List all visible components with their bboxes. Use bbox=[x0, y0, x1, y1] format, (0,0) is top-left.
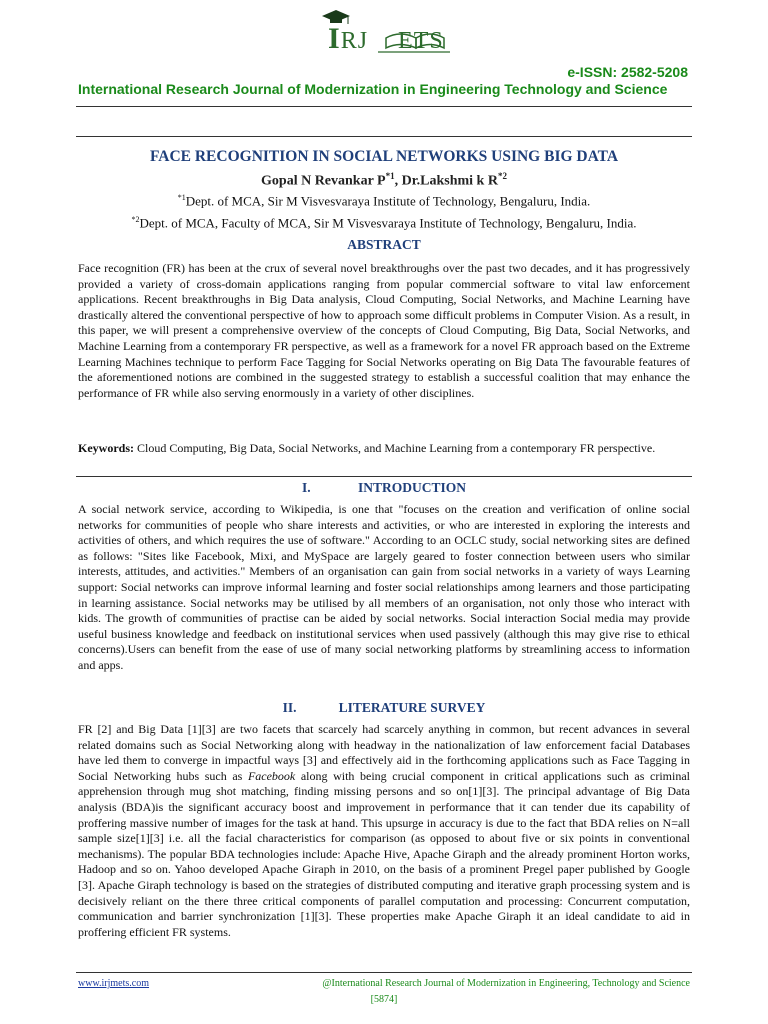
header-divider bbox=[76, 106, 692, 107]
journal-name: International Research Journal of Modernization in Engineering Technology and Science bbox=[78, 81, 668, 97]
abstract-body: Face recognition (FR) has been at the crux of several novel breakthroughs over the past two decades, and it has progressively provided a variety of cross-domain applications ranging from popular commercial software to vital law enforcement applications. Recent breakthroughs in Big Data analysis, Cloud Computing, Social Networks, and Machine Learning have drastically altered the conventional perspective of how to approach some difficult problems in Computer Vision. As a result, in this paper, we will present a comprehensive overview of the concepts of Cloud Computing, Big Data, Social Networks, and Machine Learning from a contemporary FR perspective, as well as a framework for a novel FR approach based on the Extreme Learning Machines technique to perform Face Tagging for Social Networks operating on Big Data The favourable features of the aforementioned notions are combined in the suggested strategy to establish a successful coalition that may enhance the performance of FR while also serving enormously in a variety of other disciplines. bbox=[78, 261, 690, 400]
affiliation-2: $^{*2}$Dept. of MCA, Faculty of MCA, Sir M Visvesvaraya Institute of Technology, Bengaluru, India. bbox=[131, 215, 637, 231]
keywords: Keywords: Cloud Computing, Big Data, Social Networks, and Machine Learning from a contemporary FR perspective. bbox=[78, 441, 656, 455]
page-number: [5874] bbox=[370, 994, 398, 1005]
journal-website-link[interactable]: www.irjmets.com bbox=[78, 978, 150, 989]
journal-logo bbox=[318, 8, 458, 56]
literature-heading: II. LITERATURE SURVEY bbox=[282, 700, 486, 715]
footer-divider bbox=[76, 972, 692, 973]
paper-authors: Gopal N Revankar $P^{*1}$, Dr.Lakshmi k $R^{*2}$ bbox=[261, 171, 507, 189]
issn-label: e-ISSN: 2582-5208 bbox=[567, 64, 688, 80]
title-divider bbox=[76, 136, 692, 137]
logo-wordmark: IRJ ETS bbox=[328, 22, 444, 55]
footer-copyright: @International Research Journal of Modernization in Engineering, Technology and Science bbox=[322, 978, 690, 989]
paper-title: FACE RECOGNITION IN SOCIAL NETWORKS USING BIG DATA bbox=[149, 148, 619, 165]
abstract-heading: ABSTRACT bbox=[347, 237, 421, 252]
abstract-divider bbox=[76, 476, 692, 477]
affiliation-1: $^{*1}$Dept. of MCA, Sir M Visvesvaraya Institute of Technology, Bengaluru, India. bbox=[177, 193, 591, 209]
introduction-body: A social network service, according to Wikipedia, is one that "focuses on the creation and verification of online social networks for communities of people who share interests and activities, or who are interested in exploring the interests and activities of others, and which requires the use of software." According to an OCLC study, social networking sites are defined as follows: "Sites like Facebook, Mixi, and MySpace are largely geared to foster connection between users who similar interests, attitudes, and activities." Members of an organisation can gain from social networks in a variety of ways Learning support: Social networks can improve informal learning and foster social relationships among learners and those participating in learning assistance. Social networks may be utilised by all members of an organisation, not only those who interact with kids. The growth of communities of practise can be aided by social networks. Social interaction Social media may provide useful business knowledge and feedback on institutional services when used passively (although this may give rise to ethical concerns).Users can benefit from the ease of use of many social networking platforms by streamlining access to information and apps. bbox=[78, 502, 690, 672]
introduction-heading: I. INTRODUCTION bbox=[301, 480, 466, 495]
literature-body: FR [2] and Big Data [1][3] are two facets that scarcely had scarcely anything in common, but recent advances in several related domains such as Social Networking along with headway in the nationalization of law enforcement facial Databases have led them to converge in impactful ways [3] and effectively aid in the forthcoming applications such as Face Tagging in Social Networking hubs such as Facebook along with being crucial component in critical applications such as criminal apprehension through mug shot matching, finding missing persons and so on[1][3]. The principal advantage of Big Data analysis (BDA)is the significant accuracy boost and improvement in performance that it can tender due its capability of proffering massive number of images for the task at hand. This upsurge in accuracy is due to the fact that BDA relies on N=all sample size[1][3] i.e. all the facial characteristics for comparison (as opposed to about five or six points in conventional mechanisms). The popular BDA technologies include: Apache Hive, Apache Giraph and the already prominent Horton works, Hadoop and so on. Yahoo developed Apache Giraph in 2010, on the basis of a prominent Pregel paper published by Google [3]. Apache Giraph technology is based on the strategies of distributed computing and iterative graph processing system and is decisively reliant on the there three critical components of parallel computation and processing: Concurrent computation, communication and barrier synchronization [1][3]. These properties make Apache Giraph it an ideal candidate to aid in proffering efficient FR systems. bbox=[78, 722, 690, 939]
